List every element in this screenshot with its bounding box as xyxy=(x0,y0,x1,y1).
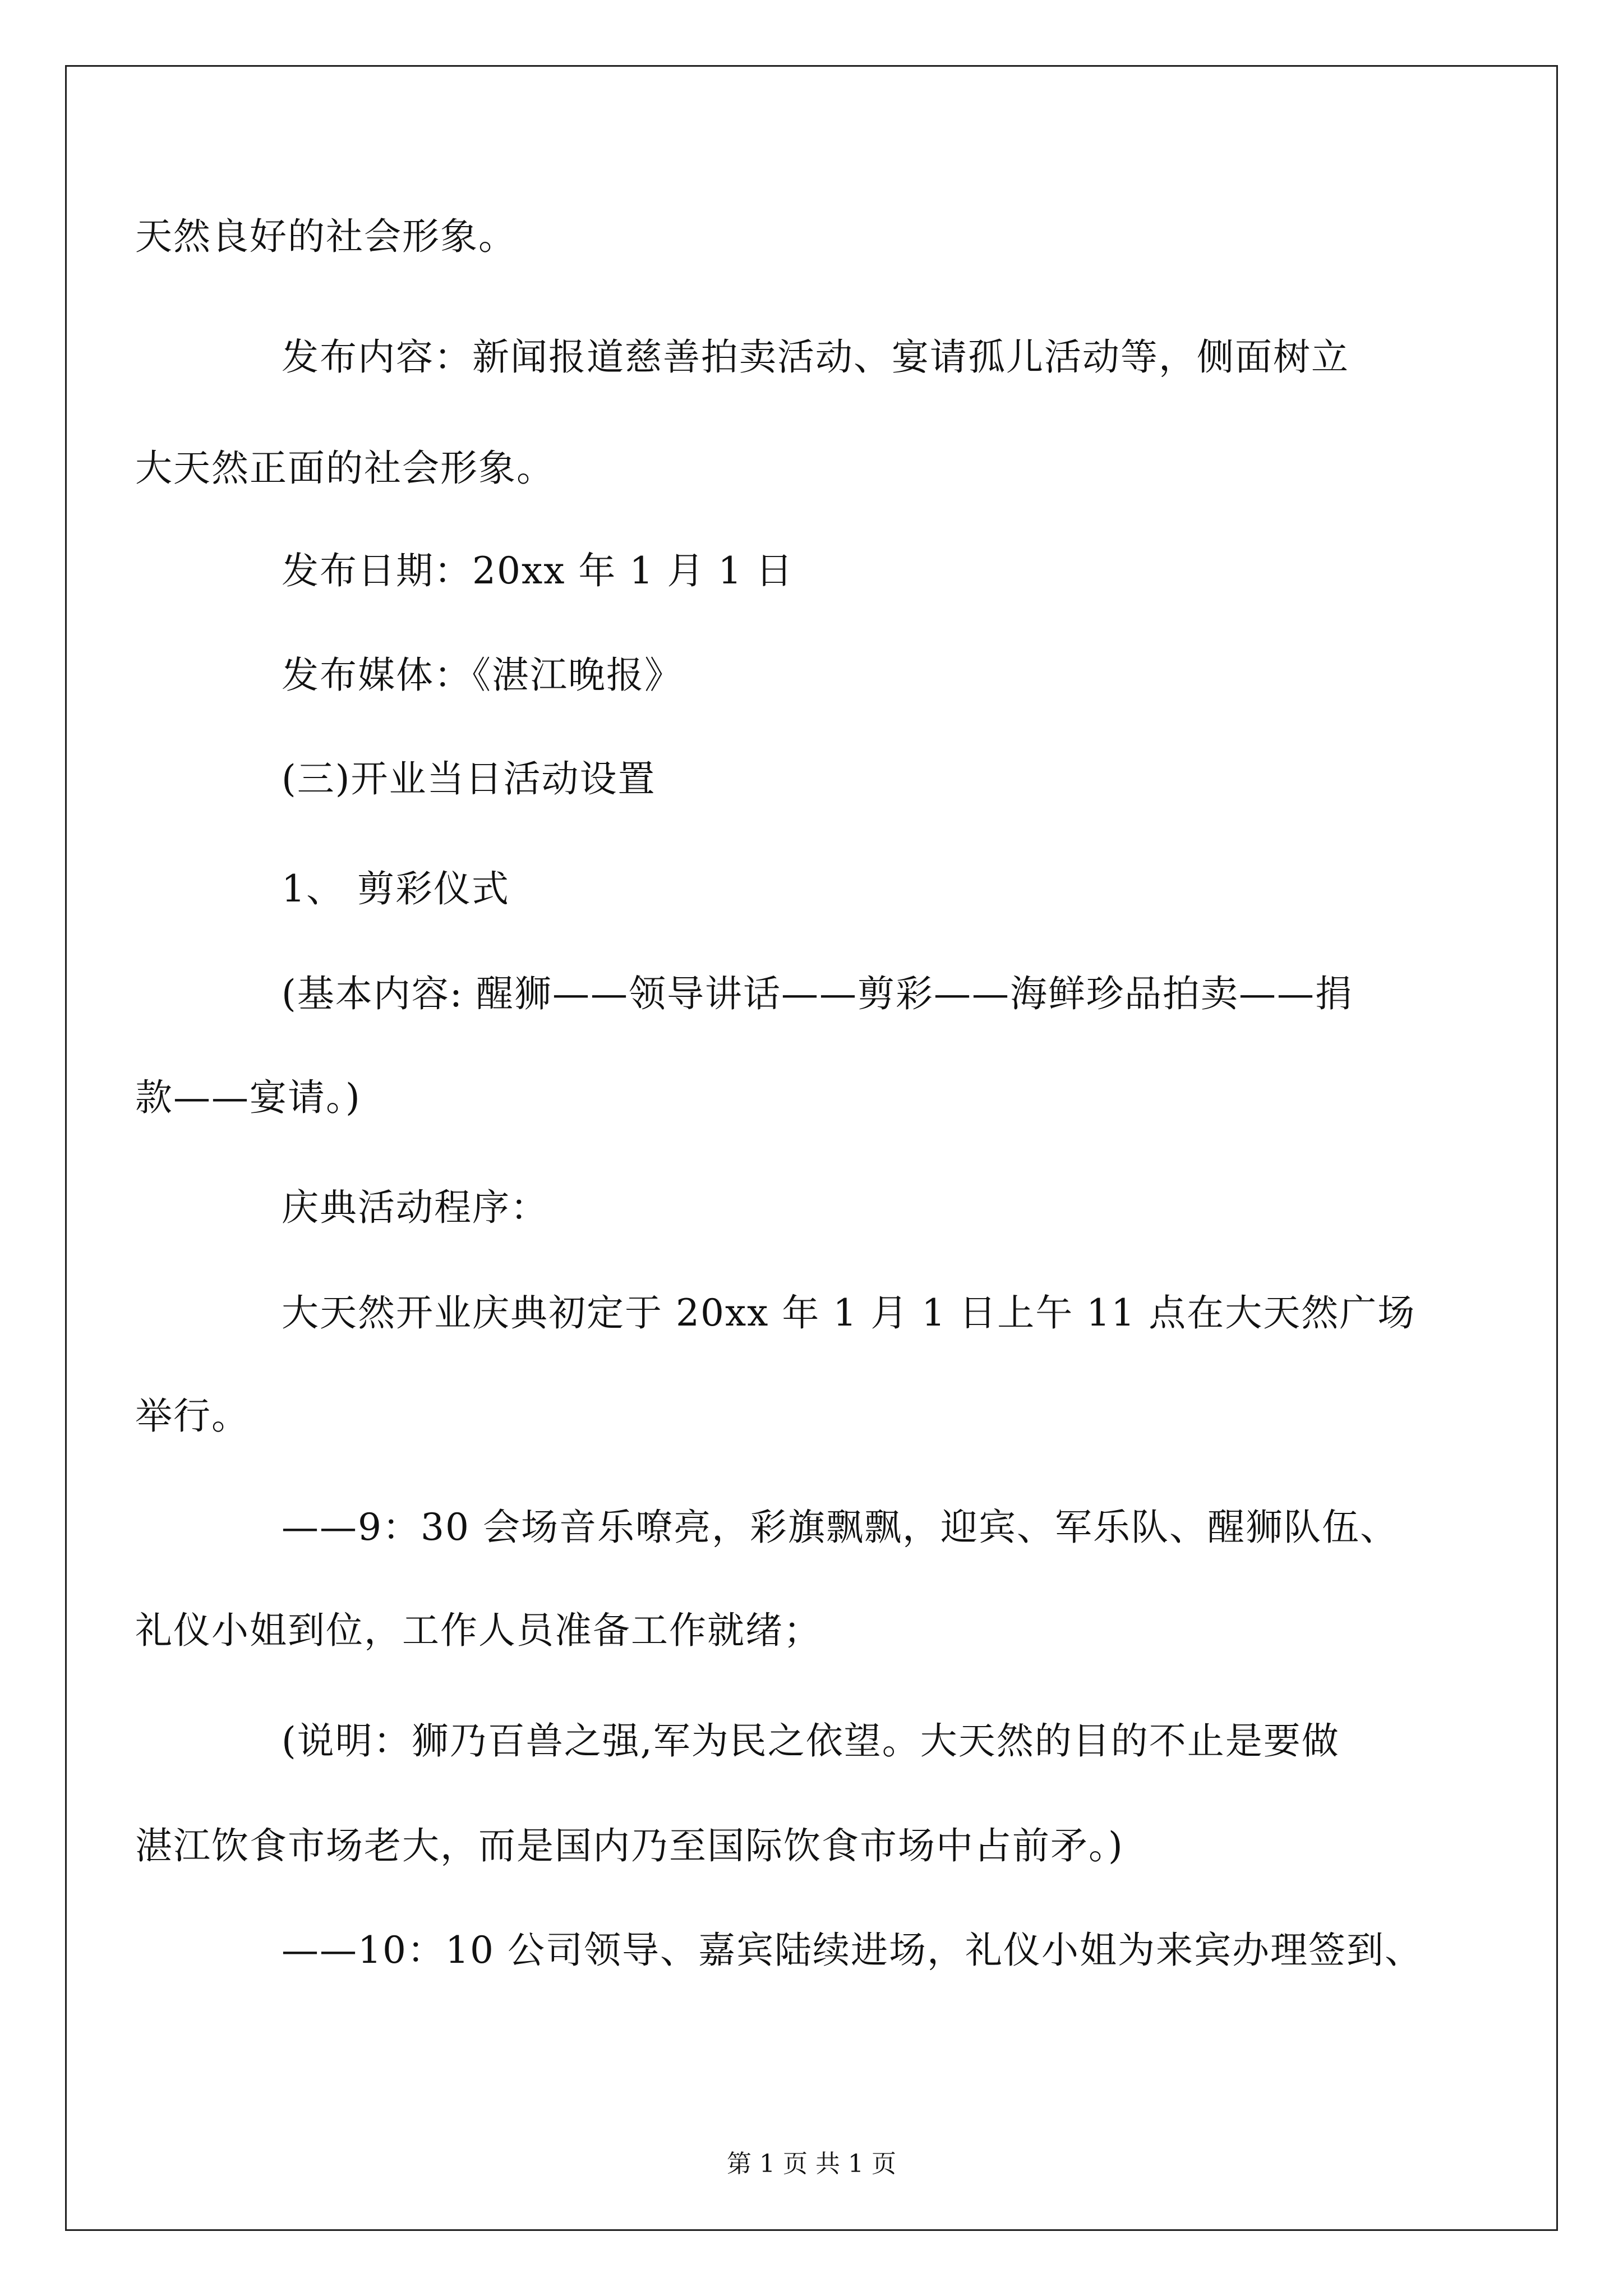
text-line: 大天然正面的社会形象。 xyxy=(135,447,555,490)
text-line: (基本内容: 醒狮——领导讲话——剪彩——海鲜珍品拍卖——捐 xyxy=(282,972,1353,1015)
page-border xyxy=(65,65,1558,2231)
text-line: ——9：30 会场音乐嘹亮，彩旗飘飘，迎宾、军乐队、醒狮队伍、 xyxy=(282,1506,1398,1549)
text-line: ——10：10 公司领导、嘉宾陆续进场，礼仪小姐为来宾办理签到、 xyxy=(282,1929,1423,1972)
text-line: 款——宴请。) xyxy=(135,1076,361,1119)
text-line: 发布内容：新闻报道慈善拍卖活动、宴请孤儿活动等，侧面树立 xyxy=(282,335,1349,379)
text-line: 湛江饮食市场老大，而是国内乃至国际饮食市场中占前矛。) xyxy=(135,1824,1124,1867)
text-line: 庆典活动程序： xyxy=(282,1186,548,1229)
text-line: 举行。 xyxy=(135,1395,250,1438)
text-line: 礼仪小姐到位，工作人员准备工作就绪； xyxy=(135,1609,822,1652)
section-heading: (三)开业当日活动设置 xyxy=(282,757,656,800)
text-line: 天然良好的社会形象。 xyxy=(135,215,517,258)
list-item-heading: 1、 剪彩仪式 xyxy=(282,867,510,910)
text-line: (说明：狮乃百兽之强,军为民之依望。大天然的目的不止是要做 xyxy=(282,1719,1340,1763)
text-line: 发布日期：20xx 年 1 月 1 日 xyxy=(282,549,794,592)
text-line: 大天然开业庆典初定于 20xx 年 1 月 1 日上午 11 点在大天然广场 xyxy=(282,1291,1416,1335)
text-line: 发布媒体：《湛江晚报》 xyxy=(282,654,683,697)
page-footer: 第 1 页 共 1 页 xyxy=(727,2150,896,2178)
